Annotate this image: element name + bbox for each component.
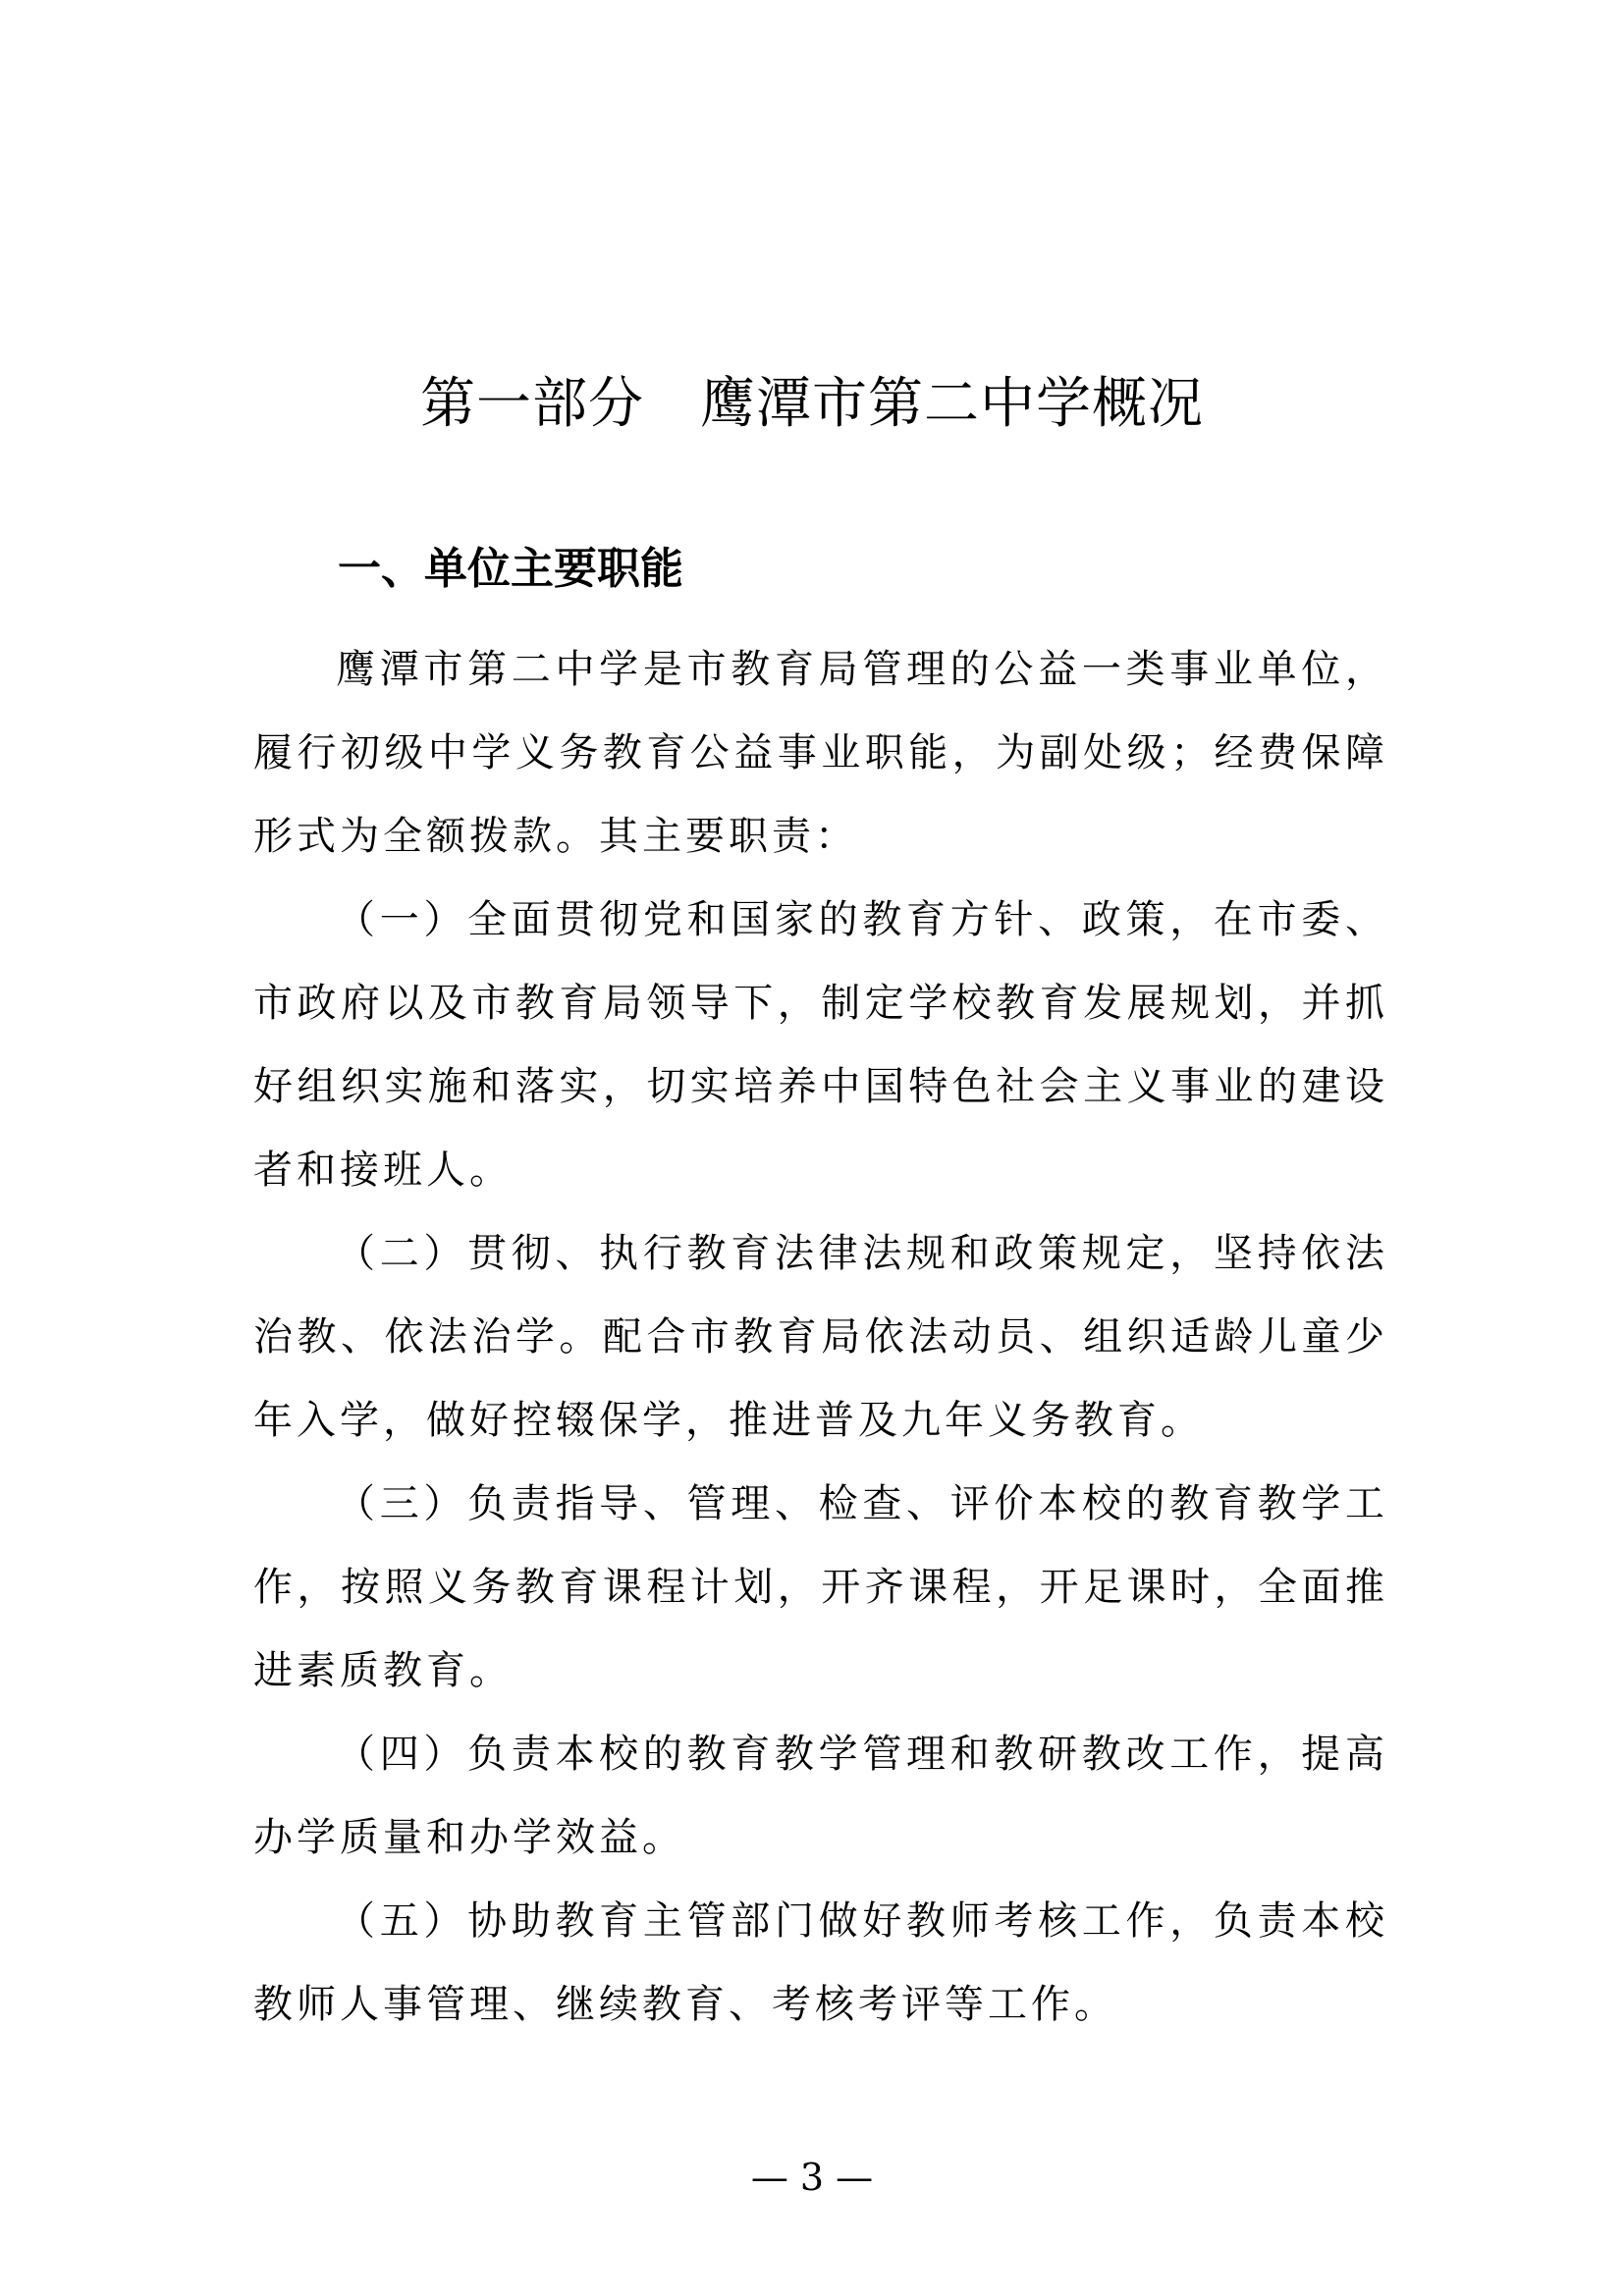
body-text: [253, 628, 1388, 2047]
paragraph-duty-3: （三）负责指导、管理、检查、评价本校的教育教学工作，按照义务教育课程计划，开齐课程，开足课时，全面推进素质教育。: [253, 1481, 1388, 1693]
paragraph-duty-1: （一）全面贯彻党和国家的教育方针、政策，在市委、市政府以及市教育局领导下，制定学校教育发展规划，并抓好组织实施和落实，切实培养中国特色社会主义事业的建设者和接班人。: [253, 897, 1388, 1193]
page-number: — 3 —: [750, 2156, 874, 2199]
paragraph-intro: 鹰潭市第二中学是市教育局管理的公益一类事业单位，履行初级中学义务教育公益事业职能，为副处级；经费保障形式为全额拨款。其主要职责：: [253, 647, 1388, 859]
paragraph-duty-5: （五）协助教育主管部门做好教师考核工作，负责本校教师人事管理、继续教育、考核考评等工作。: [253, 1898, 1388, 2027]
paragraph-duty-2: （二）贯彻、执行教育法律法规和政策规定，坚持依法治教、依法治学。配合市教育局依法动员、组织适龄儿童少年入学，做好控辍保学，推进普及九年义务教育。: [253, 1231, 1388, 1443]
section-heading: 一、单位主要职能: [338, 544, 683, 594]
paragraph-duty-4: （四）负责本校的教育教学管理和教研教改工作，提高办学质量和办学效益。: [253, 1732, 1388, 1860]
page-title: 第一部分 鹰潭市第二中学概况: [420, 372, 1204, 436]
